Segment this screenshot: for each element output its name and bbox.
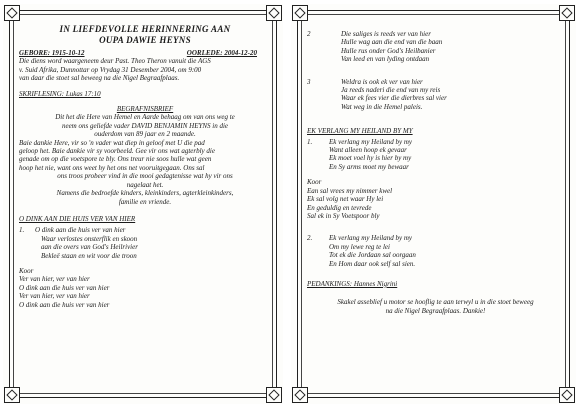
song1-verse-1: 1. O dink aan die huis ver van hier Waar verlostes onsterflik en skoon aan die overs van God's Heilrivier Bekleë staan en wit voor die troon (19, 226, 138, 260)
song2-verse-2: 2. Ek verlang my Heiland by my Om my lewe reg te lei Tot ek die Jordaan sal oorgaan En Hom daar ook self sal sien. (307, 234, 416, 268)
left-page (3, 4, 283, 404)
pallbearers: PEDANKINGS: Hannes Nigrini (307, 279, 398, 288)
birth-date: GEBORE: 1915-10-12 (19, 49, 85, 57)
ornament-corner-icon (559, 5, 575, 21)
verse-number: 2 (307, 30, 311, 38)
song2-title: EK VERLANG MY HEILAND BY MY (307, 127, 413, 136)
right-page (291, 4, 576, 404)
ornament-corner-icon (266, 5, 282, 21)
ornament-corner-icon (292, 5, 308, 21)
song1-verse-2: 2 Die saliges is reeds ver van hier Hulle wag aan die end van die baan Hulle rus onder God's Heilbanier Van leed en van lyding ontdaan (307, 30, 443, 64)
verse-number: 1. (307, 137, 313, 146)
verse-number: 2. (307, 234, 313, 243)
closing-note: Skakel asseblief u motor se hooflig te aan terwyl u in die stoet beweeg na die Nigel Begraafplaas. Dankie! (337, 298, 534, 315)
scripture-reading: SKRIFLESING: Lukas 17:10 (19, 89, 101, 98)
letter-paragraph-2: Baie dankie Here, vir so 'n vader wat diep in geloof met U die pad geloop het. Baie dankie vir sy voorbeeld. Gee vir ons wat agterbly die genade om op die voetspore te bly. Ons treur nie soos hulle wat geen hoop het nie, want ons weet hy het ons net vooruitgegaan. Ons sal ons troos probeer vind in die mooi gedagtenisse wat hy vir ons nagelaat het. (19, 138, 233, 189)
song2-chorus: Ean sal vrees my nimmer kwel Ek sal volg net waar Hy lei En geduldig en tevrede Sal ek in Sy Voetspoor bly (307, 186, 393, 220)
song1-title: O DINK AAN DIE HUIS VER VAN HIER (19, 214, 136, 223)
verse-number: 3 (307, 77, 311, 86)
koor-label: Koor (19, 266, 34, 275)
ornament-corner-icon (292, 387, 308, 403)
letter-signature: Namens die bedroefde kinders, kleinkinders, agterkleinkinders, familie en vriende. (56, 189, 234, 206)
song2-verse-1: 1. Ek verlang my Heiland by my Want alleen hoop ek gevaar Ek moet voel hy is hier by my En Sy arms moet my bewaar (307, 137, 412, 171)
death-date: OORLEDE: 2004-12-20 (186, 49, 257, 57)
memorial-title: IN LIEFDEVOLLE HERINNERING AAN OUPA DAWIE HEYNS (59, 24, 231, 45)
song1-chorus: Ver van hier, ver van hier O dink aan die huis ver van hier Ver van hier, ver van hier O dink aan die huis ver van hier (19, 275, 110, 309)
letter-heading: BEGRAFNISBRIEF (116, 105, 174, 114)
dates-row (19, 49, 271, 57)
letter-paragraph-1: Dit het die Here van Hemel en Aarde behaag om van ons weg te neem ons geliefde vader DAVID BENJAMIN HEYNS in die ouderdom van 89 jaar en 2 maande. (55, 113, 235, 139)
ornament-corner-icon (4, 387, 20, 403)
right-page-content (307, 30, 564, 392)
verse-number: 1. (19, 226, 25, 235)
left-page-content (19, 24, 271, 392)
song1-verse-3: 3 Weldra is ook ek ver van hier Ja reeds naderi die end van my reis Waar ek fees vier die dierbres sal vier Wat weg in die Hemel paleis. (307, 77, 447, 111)
ornament-corner-icon (4, 5, 20, 21)
koor-label: Koor (307, 178, 322, 187)
service-details: Die diens word waargeneem deur Past. Theo Theron vanuit die AGS v. Suid Afrika, Dunnottar op Vrydag 31 Desember 2004, om 9:00 van daar die stoet sal beweeg na die Nigel Begraafplaas. (19, 57, 211, 83)
